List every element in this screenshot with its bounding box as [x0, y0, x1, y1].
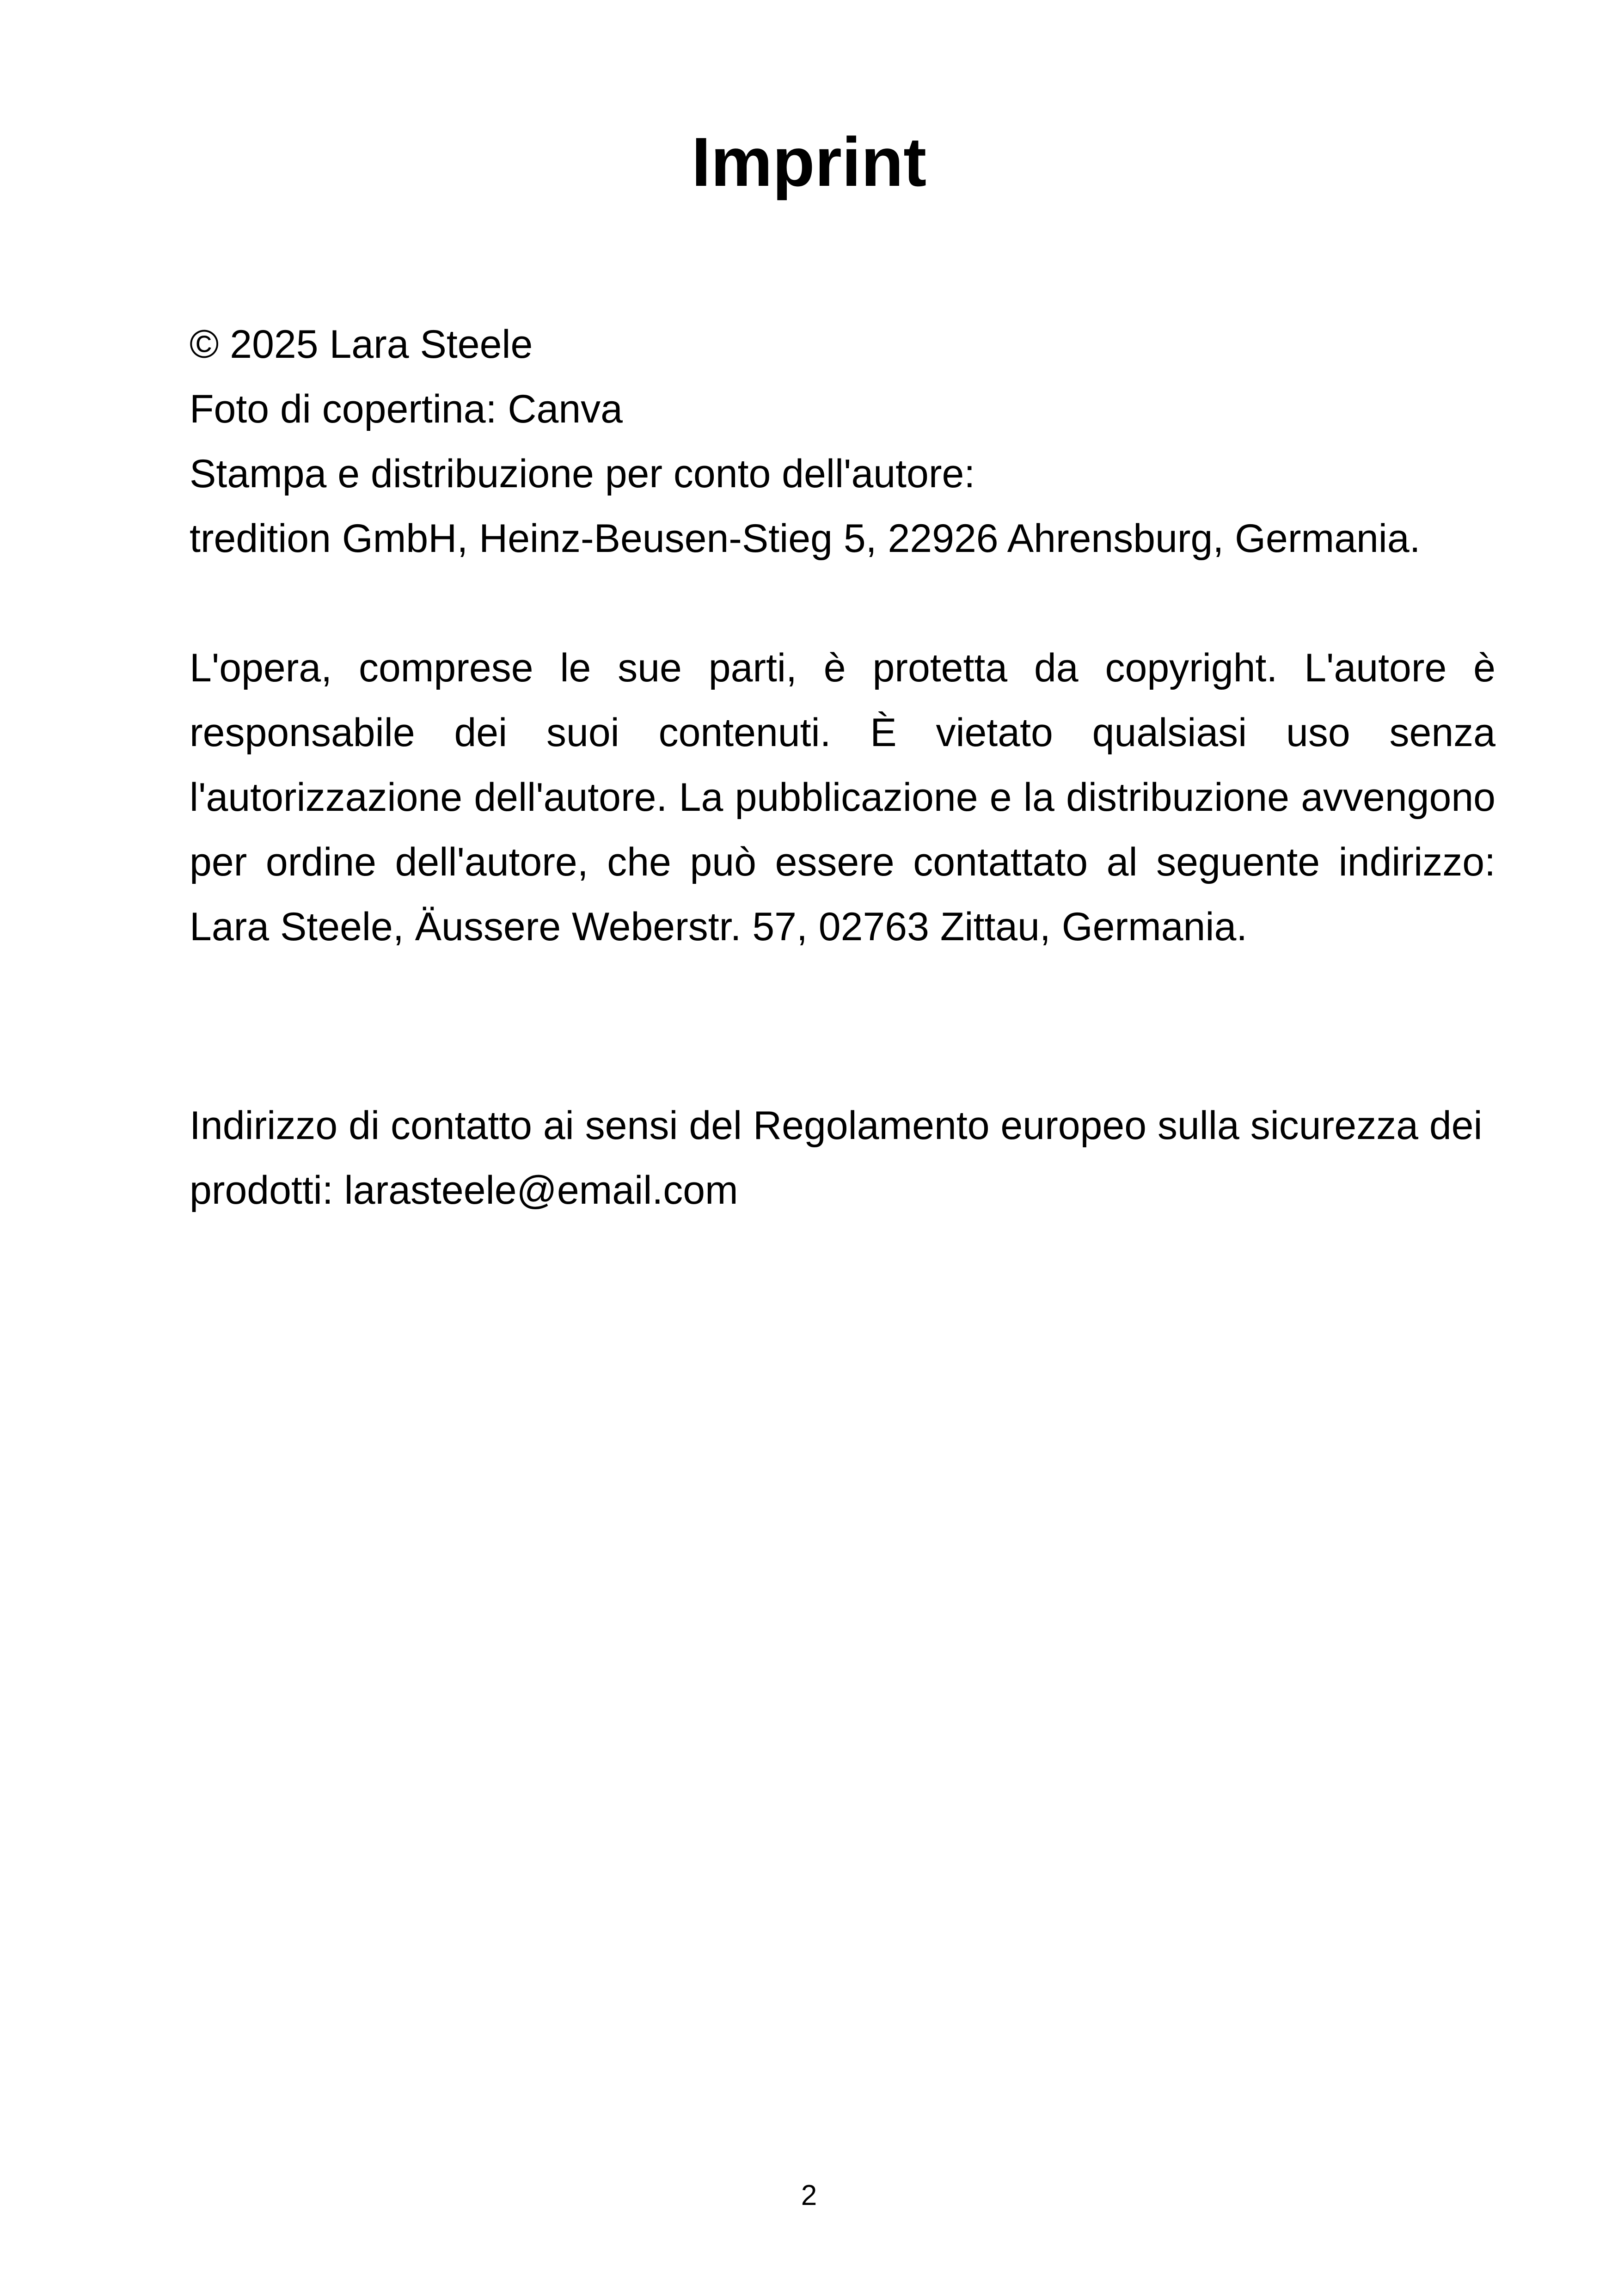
- rights-paragraph: L'opera, comprese le sue parti, è protetta da copyright. L'autore è responsabile dei suoi contenuti. È vietato qualsiasi uso senza l'autorizzazione dell'autore. La pubblicazione e la distribuzione avvengono per ordine dell'autore, che può essere contattato al seguente indirizzo: Lara Steele, Äussere Weberstr. 57, 02763 Zittau, Germania.: [190, 646, 1495, 949]
- print-distribution-line: Stampa e distribuzione per conto dell'autore:: [190, 452, 975, 496]
- contact-paragraph: Indirizzo di contatto ai sensi del Regolamento europeo sulla sicurezza dei prodotti: larasteele@email.com: [190, 1103, 1483, 1212]
- cover-photo-line: Foto di copertina: Canva: [190, 387, 623, 431]
- copyright-line: © 2025 Lara Steele: [190, 322, 533, 367]
- publisher-address-line: tredition GmbH, Heinz-Beusen-Stieg 5, 22926 Ahrensburg, Germania.: [190, 516, 1421, 561]
- page-number: 2: [801, 2180, 817, 2211]
- credits-block: [190, 312, 1495, 571]
- page-title: Imprint: [691, 123, 927, 201]
